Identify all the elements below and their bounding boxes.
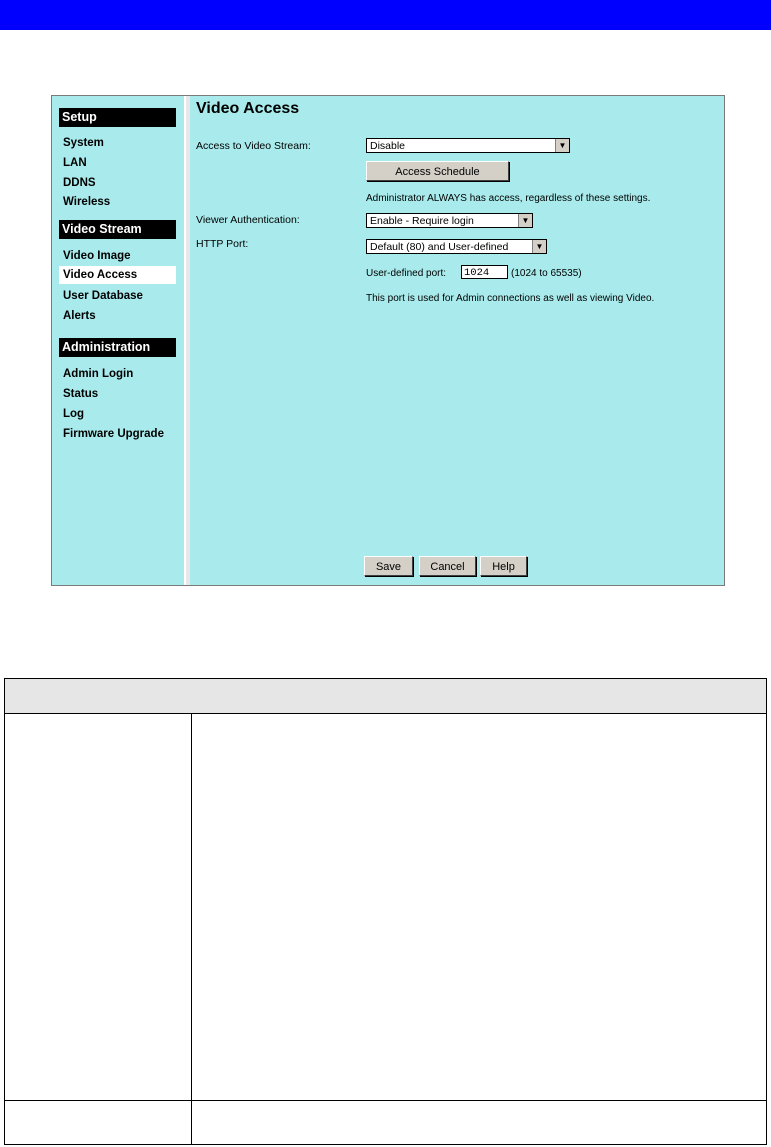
sidebar-item-status[interactable]: Status (63, 388, 99, 400)
sidebar-item-video-image[interactable]: Video Image (63, 250, 131, 262)
chevron-down-icon: ▼ (518, 214, 532, 227)
sidebar-item-log[interactable]: Log (63, 408, 85, 420)
row-divider (5, 1100, 766, 1101)
sidebar-section-setup: Setup (59, 108, 176, 127)
sidebar-item-lan[interactable]: LAN (63, 157, 87, 169)
cancel-button[interactable]: Cancel (419, 556, 476, 576)
access-label: Access to Video Stream: (196, 140, 311, 152)
sidebar-item-video-access[interactable]: Video Access (59, 266, 176, 284)
help-button[interactable]: Help (480, 556, 527, 576)
auth-select[interactable] (366, 213, 533, 228)
user-port-label: User-defined port: (366, 268, 447, 279)
main-panel (190, 96, 724, 585)
sidebar-item-ddns[interactable]: DDNS (63, 177, 96, 189)
chevron-down-icon: ▼ (532, 240, 546, 253)
access-select-value: Disable (370, 140, 406, 152)
chevron-down-icon: ▼ (555, 139, 569, 152)
sidebar-section-video-stream: Video Stream (59, 220, 176, 239)
sidebar-section-administration: Administration (59, 338, 176, 357)
sidebar (52, 96, 186, 585)
save-button[interactable]: Save (364, 556, 413, 576)
port-note: This port is used for Admin connections as well as viewing Video. (366, 293, 655, 304)
access-select[interactable] (366, 138, 570, 153)
sidebar-item-system[interactable]: System (63, 137, 104, 149)
description-table-header (5, 679, 766, 714)
auth-label: Viewer Authentication: (196, 214, 300, 226)
admin-note: Administrator ALWAYS has access, regardless of these settings. (366, 193, 651, 204)
column-divider (191, 714, 192, 1144)
sidebar-item-admin-login[interactable]: Admin Login (63, 368, 134, 380)
http-port-select[interactable] (366, 239, 547, 254)
page-title: Video Access (196, 100, 300, 117)
user-port-range: (1024 to 65535) (511, 268, 582, 279)
header-bar (0, 0, 771, 30)
auth-select-value: Enable - Require login (370, 215, 474, 227)
sidebar-item-wireless[interactable]: Wireless (63, 196, 111, 208)
user-port-input[interactable]: 1024 (461, 265, 508, 279)
sidebar-item-firmware-upgrade[interactable]: Firmware Upgrade (63, 428, 164, 440)
description-table (4, 678, 767, 1145)
http-port-select-value: Default (80) and User-defined (370, 241, 509, 253)
sidebar-item-alerts[interactable]: Alerts (63, 310, 96, 322)
video-access-screen (51, 95, 725, 586)
http-port-label: HTTP Port: (196, 238, 249, 250)
sidebar-item-user-database[interactable]: User Database (63, 290, 143, 302)
access-schedule-button[interactable]: Access Schedule (366, 161, 509, 181)
